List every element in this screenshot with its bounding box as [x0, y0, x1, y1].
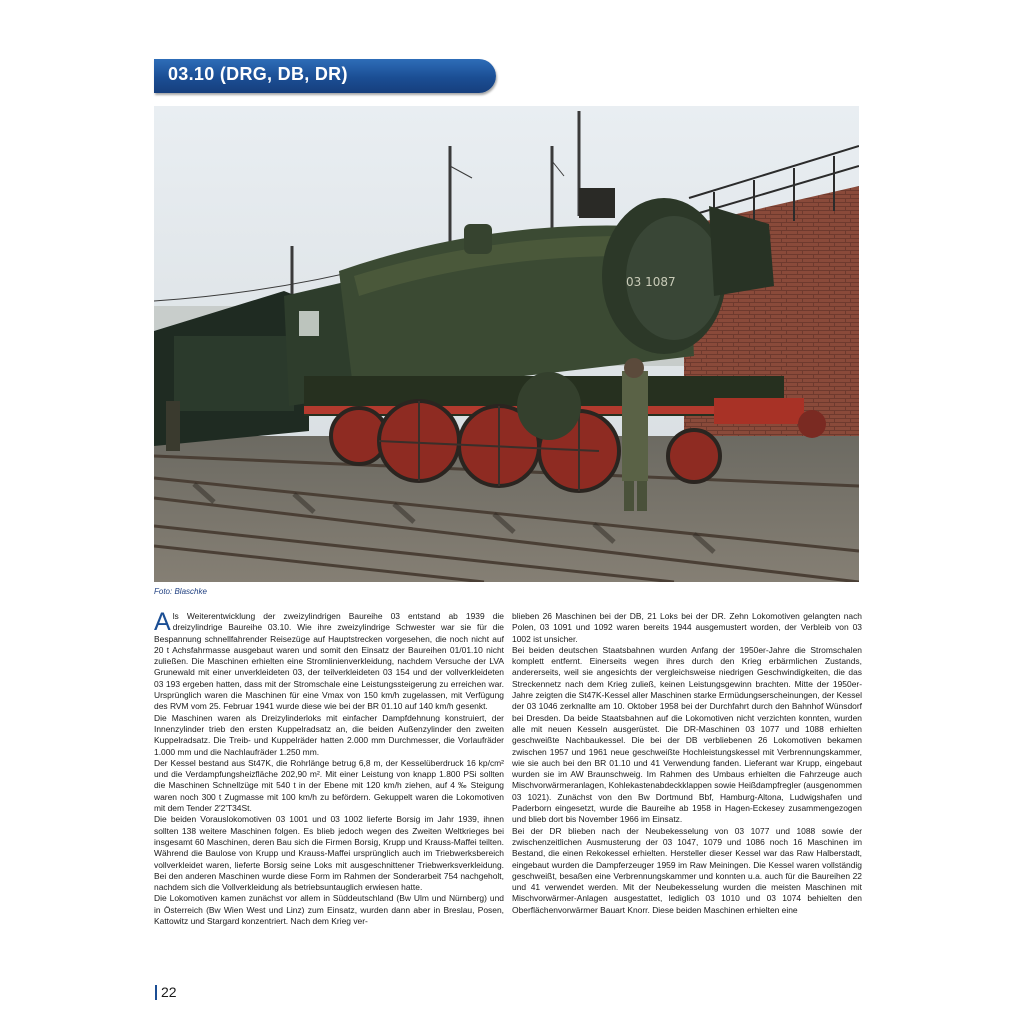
article-paragraph: Als Weiterentwicklung der zweizylindrigen Baureihe 03 entstand ab 1939 die dreizylindrige Baureihe 03.10. Wie ihre zweizylindrige Schwester war sie für die Bespannung schnellfahrender Reisezüge auf Hauptstrecken vorgesehen, die noch nicht auf 20 t Achsfahrmasse ausgebaut waren und somit den Einsatz der Baureihen 01/01.10 nicht zuließen. Die Maschinen erhielten eine Stromlinienverkleidung, nachdem Versuche der LVA Grunewald mit einer unverkleideten 03, der teilverkleideten 03 154 und der vollverkleideten 03 193 ergeben hatten, dass mit der Stromschale eine Leistungssteigerung zu erreichen war. Ursprünglich waren die Maschinen für eine Vmax von 150 km/h zugelassen, mit Verfügung des RVM vom 25. Februar 1941 wurde diese wie bei der BR 01.10 auf 140 km/h gesenkt. [154, 611, 504, 712]
article-paragraph: Die Lokomotiven kamen zunächst vor allem in Süddeutschland (Bw Ulm und Nürnberg) und in Österreich (Bw Wien West und Linz) zum Einsatz, wurden dann aber in Breslau, Posen, Kattowitz und Stargard konzentriert. Nach dem Krieg ver- [154, 893, 504, 927]
section-heading-bar [154, 59, 496, 93]
drop-cap: A [154, 611, 171, 636]
article-column-left [154, 611, 504, 977]
article-column-right [512, 611, 862, 977]
folio-marker [155, 985, 157, 1000]
section-title: 03.10 (DRG, DB, DR) [168, 64, 348, 84]
article-paragraph: blieben 26 Maschinen bei der DB, 21 Loks bei der DR. Zehn Lokomotiven gelangten nach Polen, 03 1091 und 1092 waren bereits 1944 ausgemustert worden, der Verbleib von 03 1002 ist unsicher. [512, 611, 862, 644]
article-paragraph: Die Maschinen waren als Dreizylinderloks mit einfacher Dampfdehnung konstruiert, der Innenzylinder trieb den ersten Kuppelradsatz an, die beiden Außenzylinder den zweiten Kuppelradsatz. Die Treib- und Kuppelräder hatten 2.000 mm Durchmesser, die Vorlaufräder 1.000 mm und die Nachlaufräder 1.250 mm. [154, 712, 504, 757]
article-paragraph: Die beiden Vorauslokomotiven 03 1001 und 03 1002 lieferte Borsig im Jahr 1939, ihnen sollten 138 weitere Maschinen folgen. Es blieb jedoch wegen des Zweiten Weltkrieges bei insgesamt 60 Maschinen, deren Bau sich die Firmen Borsig, Krupp und Krauss-Maffei teilten. Während die Baulose von Krupp und Krauss-Maffei ursprünglich auch im Triebwerksbereich vollverkleidet waren, lieferte Borsig seine Loks mit ausgeschnittener Triebwerksverkleidung. Bei den anderen Maschinen wurde diese Form im Rahmen der Sonderarbeit 754 nachgeholt, nachdem sich die Vollverkleidung als betriebsuntauglich erwiesen hatte. [154, 814, 504, 893]
locomotive-number-plate: 03 1087 [626, 275, 676, 289]
page-number: 22 [161, 984, 177, 1000]
locomotive-photo [154, 106, 859, 582]
photo-caption: Foto: Blaschke [154, 587, 207, 596]
article-paragraph: Bei der DR blieben nach der Neubekesselung von 03 1077 und 1088 sowie der zwischenzeitlichen Ausmusterung der 03 1047, 1079 und 1086 noch 16 Maschinen im Bestand, die einen Rekokessel erhielten. Hersteller dieser Kessel war das Raw Halberstadt, eingebaut wurden die Dampferzeuger 1959 im Raw Meiningen. Die Kessel waren vollständig geschweißt, besaßen eine Verbrennungskammer und konnten u.a. auch für die Baureihen 22 und 41 verwendet werden. Mit der Neubekesselung wurden die meisten Maschinen mit Mischvorwärmer-Anlagen ausgestattet, lediglich 03 1010 und 03 1074 behielten den Oberflächenvorwärmer Bauart Knorr. Diese beiden Maschinen erhielten eine [512, 825, 862, 915]
article-paragraph: Der Kessel bestand aus St47K, die Rohrlänge betrug 6,8 m, der Kesselüberdruck 16 kp/cm² und die Verdampfungsheizfläche 202,90 m². Mit einer Leistung von knapp 1.800 PSi sollten die Maschinen Schnellzüge mit 540 t in der Ebene mit 120 km/h ziehen, auf 4 ‰ Steigung waren noch 300 t Zugmasse mit 100 km/h zu befördern. Gekuppelt waren die Lokomotiven mit dem Tender 2'2'T34St. [154, 757, 504, 814]
article-paragraph: Bei beiden deutschen Staatsbahnen wurden Anfang der 1950er-Jahre die Stromschalen komplett entfernt. Einerseits wegen ihres durch den Krieg erbärmlichen Zustands, andererseits, weil sie angesichts der vergleichsweise niedrigen Geschwindigkeiten, die das Streckennetz nach dem Krieg zuließ, keinen Leistungsgewinn brachten. Mitte der 1950er-Jahre zeigten die St47K-Kessel aller Maschinen starke Ermüdungserscheinungen, der Kessel der 03 1046 zerknallte am 10. Oktober 1958 bei der Durchfahrt durch den Bahnhof Wünsdorf bei Dresden. Da beide Staatsbahnen auf die Lokomotiven nicht verzichten konnten, wurden alle mit neuen Kesseln ausgerüstet. Die DR-Maschinen 03 1077 und 1088 erhielten geschweißte Nachbaukessel. Die bei der DB verbliebenen 26 Lokomotiven bekamen zwischen 1957 und 1961 neue geschweißte Hochleistungskessel mit Verbrennungskammer, wie sie auch bei den BR 01.10 und 41 Verwendung fanden. Lieferant war Krupp, eingebaut wurden sie im AW Braunschweig. Im Rahmen des Umbaus erhielten die Fahrzeuge auch Mischvorwärmeranlagen, Kohlekastenabdeckklappen sowie Heißdampfregler (ausgenommen 03 1021). Zunächst von den Bw Dortmund Bbf, Hamburg-Altona, Ludwigshafen und Paderborn eingesetzt, wurde die Baureihe ab 1958 in Hagen-Eckesey zusammengezogen und blieb dort bis November 1966 im Einsatz. [512, 644, 862, 825]
